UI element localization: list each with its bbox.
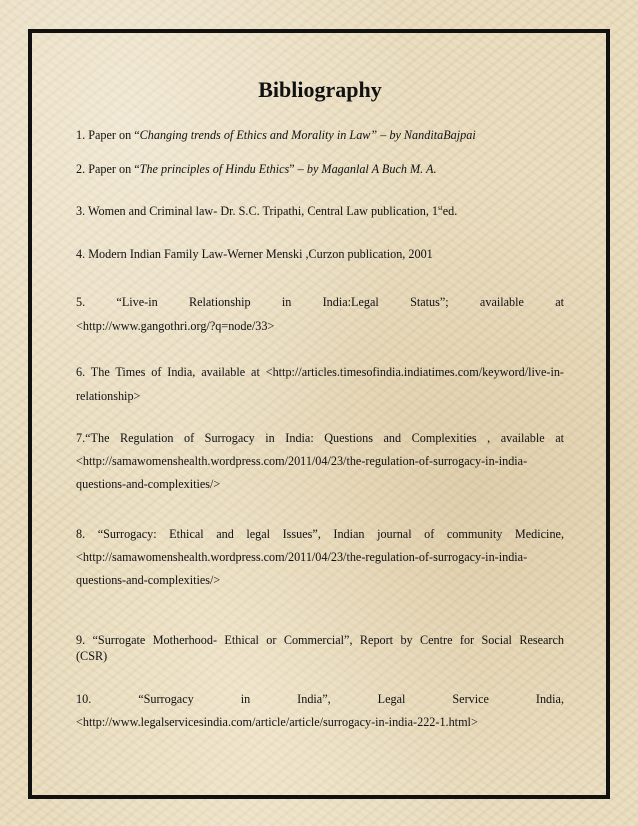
entry-8-line-3: questions-and-complexities/> [76, 573, 221, 587]
entry-10-line-2: <http://www.legalservicesindia.com/article/article/surrogacy-in-india-222-1.html> [76, 715, 478, 729]
entry-3-text: 3. Women and Criminal law- Dr. S.C. Tripathi, Central Law publication, 1 [76, 204, 439, 218]
entry-1-italic: Changing trends of Ethics and Morality in Law” – by NanditaBajpai [139, 128, 476, 142]
entry-7-line-2: <http://samawomenshealth.wordpress.com/2011/04/23/the-regulation-of-surrogacy-in-india- [76, 454, 528, 468]
entry-6-line-2: relationship> [76, 389, 141, 403]
entry-8-line-2: <http://samawomenshealth.wordpress.com/2011/04/23/the-regulation-of-surrogacy-in-india- [76, 550, 528, 564]
entry-2-prefix: 2. Paper on “ [76, 162, 140, 176]
page-title: Bibliography [258, 77, 382, 102]
entry-2-italic: The principles of Hindu Ethics [139, 162, 290, 176]
entry-5-line-1: 5. “Live-in Relationship in India:Legal Status”; available at [76, 295, 564, 309]
entry-9-line-2: (CSR) [76, 649, 108, 663]
bibliography-entry-9 [76, 632, 564, 664]
entry-3-tail: ed. [442, 204, 458, 218]
bibliography-entry-8 [76, 523, 564, 592]
entry-1-prefix: 1. Paper on “ [76, 128, 140, 142]
entry-4-text: 4. Modern Indian Family Law-Werner Menski ,Curzon publication, 2001 [76, 247, 433, 261]
bibliography-entry-3 [76, 200, 564, 223]
bibliography-entry-10 [76, 688, 564, 734]
entry-5-line-2: <http://www.gangothri.org/?q=node/33> [76, 319, 275, 333]
entry-3-superscript: st [438, 203, 443, 212]
entry-9-line-1: 9. “Surrogate Motherhood- Ethical or Commercial”, Report by Centre for Social Research [76, 633, 564, 647]
entry-8-line-1: 8. “Surrogacy: Ethical and legal Issues”, Indian journal of community Medicine, [76, 527, 564, 541]
bibliography-entry-4 [76, 243, 564, 266]
entry-10-line-1: 10. “Surrogacy in India”, Legal Service India, [76, 692, 564, 706]
bibliography-entry-7 [76, 427, 564, 496]
bibliography-entry-1 [76, 124, 564, 147]
entry-7-line-3: questions-and-complexities/> [76, 477, 221, 491]
entry-2-italic-author: by Maganlal A Buch M. A. [306, 162, 437, 176]
bibliography-entry-2 [76, 158, 564, 181]
bibliography-entry-6 [76, 361, 564, 408]
entry-2-mid: ” – [289, 162, 307, 176]
entry-7-line-1: 7.“The Regulation of Surrogacy in India: Questions and Complexities , available at [76, 431, 564, 445]
entry-6-line-1: 6. The Times of India, available at <http://articles.timesofindia.indiatimes.com/keyword/live-in- [76, 365, 564, 379]
bibliography-entry-5 [76, 291, 564, 338]
